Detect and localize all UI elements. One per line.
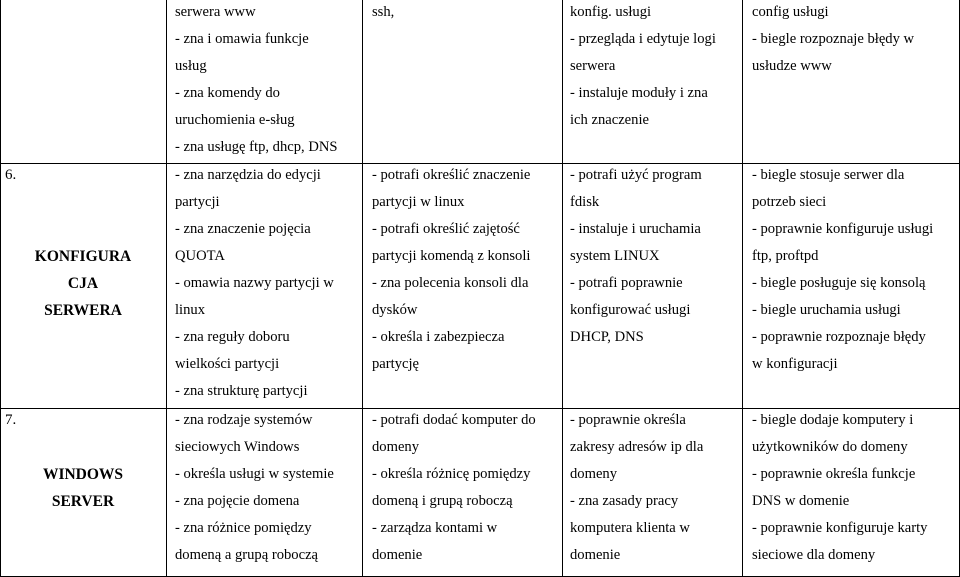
row7-col4 — [752, 407, 927, 569]
row6-col1 — [175, 162, 334, 405]
row6-col3 — [570, 162, 702, 351]
cell-text: - zna rodzaje systemów — [175, 412, 313, 428]
cell-text: - zna reguły doboru — [175, 329, 290, 345]
cell-text: - zna usługę ftp, dhcp, DNS — [175, 139, 338, 155]
cell-text: ich znaczenie — [570, 112, 649, 128]
cell-text: QUOTA — [175, 248, 225, 264]
section-title-line: WINDOWS — [42, 466, 124, 483]
cell-text: - biegle posługuje się konsolą — [752, 275, 926, 291]
cell-text: - biegle rozpoznaje błędy w — [752, 31, 915, 47]
top-col3 — [570, 0, 716, 134]
cell-text: konfig. usługi — [570, 4, 652, 20]
cell-text: dysków — [372, 302, 418, 318]
cell-text: system LINUX — [570, 248, 660, 264]
cell-text: użytkowników do domeny — [752, 439, 908, 455]
cell-text: domeny — [570, 466, 618, 482]
cell-text: - potrafi określić zajętość — [372, 221, 520, 237]
cell-text: ssh, — [372, 4, 395, 20]
cell-text: - instaluje i uruchamia — [570, 221, 701, 237]
cell-text: - poprawnie rozpoznaje błędy — [752, 329, 926, 345]
cell-text: - poprawnie określa funkcje — [752, 466, 916, 482]
cell-text: serwera www — [175, 4, 256, 20]
section-title-line: KONFIGURA — [34, 248, 132, 265]
cell-text: - zna znaczenie pojęcia — [175, 221, 311, 237]
cell-text: - biegle dodaje komputery i — [752, 412, 914, 428]
cell-text: partycji komendą z konsoli — [372, 248, 531, 264]
cell-text: - zna narzędzia do edycji — [175, 167, 321, 183]
section-title-line: CJA — [67, 275, 99, 292]
cell-text: - określa usługi w systemie — [175, 466, 334, 482]
column-divider — [166, 0, 167, 577]
cell-text: - określa różnicę pomiędzy — [372, 466, 531, 482]
cell-text: - określa i zabezpiecza — [372, 329, 505, 345]
cell-text: DNS w domenie — [752, 493, 850, 509]
top-col2 — [372, 0, 394, 26]
cell-text: DHCP, DNS — [570, 329, 644, 345]
cell-text: komputera klienta w — [570, 520, 690, 536]
row6-col2 — [372, 162, 530, 378]
cell-text: konfigurować usługi — [570, 302, 691, 318]
cell-text: - zna strukturę partycji — [175, 383, 308, 399]
cell-text: usłudze www — [752, 58, 832, 74]
cell-text: - potrafi użyć program — [570, 167, 702, 183]
section-title-line: SERWERA — [44, 302, 122, 319]
cell-text: potrzeb sieci — [752, 194, 827, 210]
row7-col2 — [372, 407, 536, 569]
cell-text: - zna polecenia konsoli dla — [372, 275, 529, 291]
cell-text: - zna i omawia funkcje — [175, 31, 309, 47]
cell-text: ftp, proftpd — [752, 248, 819, 264]
cell-text: uruchomienia e-sług — [175, 112, 295, 128]
row7-col3 — [570, 407, 703, 569]
cell-text: - zna zasady pracy — [570, 493, 679, 509]
row-number: 6. — [5, 167, 17, 183]
cell-text: - zna różnice pomiędzy — [175, 520, 312, 536]
cell-text: partycję — [372, 356, 419, 372]
cell-text: - potrafi dodać komputer do — [372, 412, 536, 428]
cell-text: fdisk — [570, 194, 600, 210]
row-number: 7. — [5, 412, 17, 428]
cell-text: partycji — [175, 194, 220, 210]
cell-text: zakresy adresów ip dla — [570, 439, 704, 455]
cell-text: - przegląda i edytuje logi — [570, 31, 716, 47]
cell-text: - zna komendy do — [175, 85, 280, 101]
cell-text: - poprawnie konfiguruje karty — [752, 520, 928, 536]
cell-text: sieciowe dla domeny — [752, 547, 876, 563]
cell-text: domeną a grupą roboczą — [175, 547, 319, 563]
row7-col1 — [175, 407, 334, 569]
cell-text: - zna pojęcie domena — [175, 493, 300, 509]
cell-text: - biegle uruchamia usługi — [752, 302, 901, 318]
cell-text: - poprawnie określa — [570, 412, 686, 428]
section-title — [0, 461, 166, 515]
row6-col4 — [752, 162, 933, 378]
cell-text: - potrafi określić znaczenie — [372, 167, 531, 183]
top-col4 — [752, 0, 914, 80]
cell-text: - instaluje moduły i zna — [570, 85, 708, 101]
cell-text: - biegle stosuje serwer dla — [752, 167, 905, 183]
cell-text: domeną i grupą roboczą — [372, 493, 513, 509]
cell-text: usług — [175, 58, 207, 74]
cell-text: - zarządza kontami w — [372, 520, 498, 536]
cell-text: domenie — [372, 547, 423, 563]
cell-text: linux — [175, 302, 205, 318]
section-title-line: SERVER — [51, 493, 115, 510]
column-divider — [742, 0, 743, 577]
cell-text: w konfiguracji — [752, 356, 838, 372]
column-divider — [562, 0, 563, 577]
cell-text: sieciowych Windows — [175, 439, 300, 455]
cell-text: domeny — [372, 439, 420, 455]
cell-text: domenie — [570, 547, 621, 563]
cell-text: partycji w linux — [372, 194, 465, 210]
cell-text: serwera — [570, 58, 616, 74]
cell-text: wielkości partycji — [175, 356, 280, 372]
cell-text: - potrafi poprawnie — [570, 275, 683, 291]
cell-text: - poprawnie konfiguruje usługi — [752, 221, 934, 237]
cell-text: config usługi — [752, 4, 829, 20]
cell-text: - omawia nazwy partycji w — [175, 275, 334, 291]
section-title — [0, 243, 166, 324]
top-col1 — [175, 0, 338, 161]
column-divider — [362, 0, 363, 577]
